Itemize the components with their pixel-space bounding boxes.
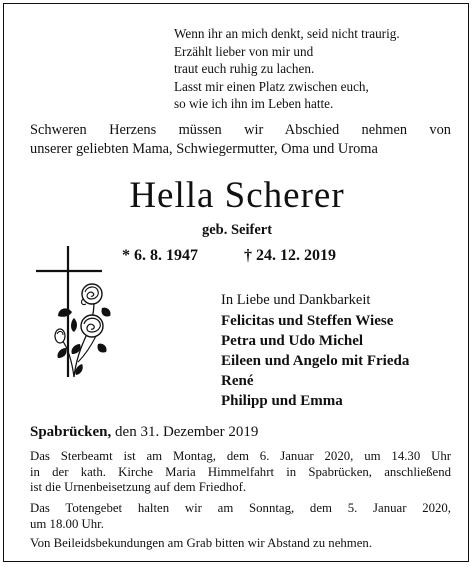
maiden-name: geb. Seifert <box>201 222 273 238</box>
farewell-intro <box>30 121 451 159</box>
mourner-name: Eileen und Angelo mit Frieda <box>221 353 410 369</box>
intro-line: Schweren Herzens müssen wir Abschied nehmen von <box>30 122 451 138</box>
mourner-name: Felicitas und Steffen Wiese <box>221 313 394 329</box>
notice-line: ist die Urnenbeisetzung auf dem Friedhof. <box>30 480 247 495</box>
poem-line: so wie ich ihn im Leben hatte. <box>174 96 334 112</box>
obituary-notice <box>3 3 469 562</box>
mourner-name: Philipp und Emma <box>221 393 343 409</box>
place-name: Spabrücken, <box>30 424 112 440</box>
intro-line: unserer geliebten Mama, Schwiegermutter, Oma und Uroma <box>30 141 378 157</box>
poem-line: Wenn ihr an mich denkt, seid nicht traurig. <box>174 26 400 41</box>
notice-line: um 18.00 Uhr. <box>30 516 104 531</box>
prayer-notice <box>30 501 451 532</box>
mourners-list <box>221 311 409 411</box>
notice-line: in der kath. Kirche Maria Himmelfahrt in Spabrücken, anschließend <box>30 464 451 479</box>
notice-line: Von Beileidsbekundungen am Grab bitten wir Abstand zu nehmen. <box>30 536 373 550</box>
notice-date: den 31. Dezember 2019 <box>111 424 259 440</box>
death-date: † 24. 12. 2019 <box>244 247 336 264</box>
poem-line: Erzählt lieber von mir und <box>174 43 314 59</box>
poem <box>174 25 400 113</box>
notice-line: Das Totengebet halten wir am Sonntag, dem 5. Januar 2020, <box>30 501 451 515</box>
cross-with-roses-icon <box>30 244 116 379</box>
mourner-name: Petra und Udo Michel <box>221 333 364 349</box>
condolence-notice <box>30 536 451 552</box>
deceased-name: Hella Scherer <box>129 175 345 216</box>
poem-line: traut euch ruhig zu lachen. <box>174 61 315 77</box>
notice-line: Das Sterbeamt ist am Montag, dem 6. Januar 2020, um 14.30 Uhr <box>30 449 451 463</box>
poem-line: Lasst mir einen Platz zwischen euch, <box>174 78 369 94</box>
mourners-intro: In Liebe und Dankbarkeit <box>221 292 371 308</box>
mourner-name: René <box>221 373 254 389</box>
birth-date: * 6. 8. 1947 <box>122 247 198 264</box>
place-date <box>30 424 258 441</box>
funeral-notice <box>30 449 451 496</box>
